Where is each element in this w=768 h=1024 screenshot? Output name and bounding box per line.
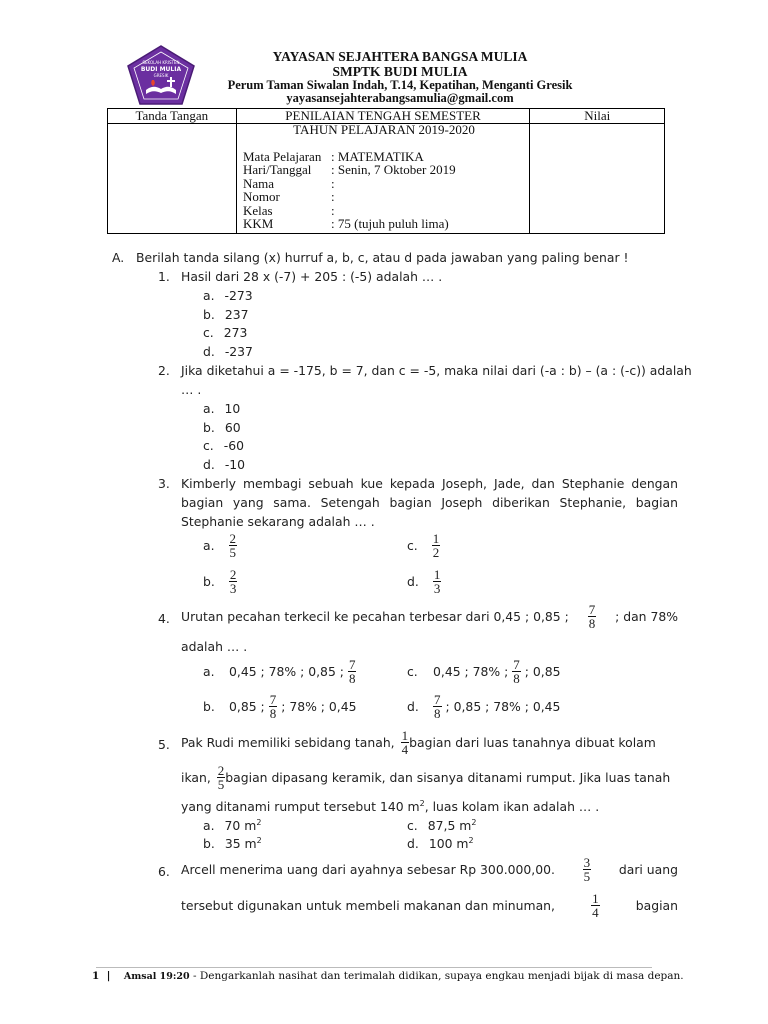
exam-title-2: TAHUN PELAJARAN 2019-2020 (293, 122, 475, 137)
q1-number: 1. (158, 269, 170, 284)
q5-option-d[interactable]: d. 100 $m^2$ (407, 836, 474, 852)
q5-number: 5. (158, 737, 170, 752)
school-email[interactable]: yayasansejahterabangsamulia@gmail.com (286, 91, 514, 105)
q6-number: 6. (158, 864, 170, 879)
q3-option-d[interactable]: d. $\frac{1}{3}$ (407, 567, 441, 596)
score-header: Nilai (530, 109, 665, 124)
q3-option-c[interactable]: c. $\frac{1}{2}$ (407, 531, 440, 560)
info-rows (243, 150, 456, 230)
q2-option-a[interactable]: a. 10 (203, 401, 241, 416)
footer-divider (96, 967, 652, 968)
footer-quote: - Dengarkanlah nasihat dan terimalah didikan, supaya engkau menjadi bijak di masa depan. (189, 970, 684, 982)
q4-option-c[interactable]: c. 0,45 ; 78% ; $\frac{7}{8}$ ; 0,85 (407, 657, 561, 686)
q3-option-b[interactable]: b. $\frac{2}{3}$ (203, 567, 237, 596)
signature-header: Tanda Tangan (108, 109, 237, 124)
q5-option-b[interactable]: b. 35 $m^2$ (203, 836, 262, 852)
fraction: $\frac{7}{8}$ (513, 657, 520, 686)
q5-text-line3: yang ditanami rumput tersebut 140 $m^2$, luas kolam ikan adalah … . (181, 799, 600, 815)
q3-number: 3. (158, 476, 170, 491)
q4-option-b[interactable]: b. 0,85 ; $\frac{7}{8}$ ; 78% ; 0,45 (203, 692, 357, 721)
q5-text-line1: Pak Rudi memiliki sebidang tanah, $\frac{1}{4}$ bagian dari luas tanahnya dibuat kolam (181, 728, 656, 757)
fraction: $\frac{7}{8}$ (348, 657, 356, 686)
fraction: $\frac{2}{5}$ (217, 763, 225, 792)
q4-option-d[interactable]: d. $\frac{7}{8}$ ; 0,85 ; 78% ; 0,45 (407, 692, 561, 721)
info-row-name[interactable]: Nama : (243, 175, 335, 191)
fraction: $\frac{2}{5}$ (229, 531, 237, 560)
q6-text-line1: Arcell menerima uang dari ayahnya sebesar Rp 300.000,00. $\frac{3}{5}$ dari uang (181, 855, 678, 884)
info-row-date: Hari/Tanggal : Senin, 7 Oktober 2019 (243, 162, 456, 178)
q1-option-d[interactable]: d. -237 (203, 344, 253, 359)
q4-text-line2: adalah … . (181, 639, 248, 654)
fraction: $\frac{2}{3}$ (229, 567, 237, 596)
logo-bottom-text: GRESIK (153, 73, 169, 78)
info-row-subject: Mata Pelajaran : MATEMATIKA (243, 149, 424, 164)
footer (92, 970, 684, 982)
q1-option-c[interactable]: c. 273 (203, 325, 248, 340)
q4-option-a[interactable]: a. 0,45 ; 78% ; 0,85 ; $\frac{7}{8}$ (203, 657, 356, 686)
footer-reference: Amsal 19:20 (123, 971, 190, 982)
q4-number: 4. (158, 611, 170, 626)
foundation-name: YAYASAN SEJAHTERA BANGSA MULIA (272, 49, 528, 64)
fraction: $\frac{7}{8}$ (588, 602, 596, 631)
info-row-number[interactable]: Nomor : (243, 189, 335, 205)
fraction: $\frac{7}{8}$ (269, 692, 277, 721)
exam-title-1: PENILAIAN TENGAH SEMESTER (285, 108, 481, 123)
q3-text-line1: Kimberly membagi sebuah kue kepada Joseph, Jade, dan Stephanie dengan (181, 476, 678, 491)
fraction: $\frac{1}{2}$ (432, 531, 440, 560)
q3-text-line3: Stephanie sekarang adalah … . (181, 514, 375, 529)
logo-name-text: BUDI MULIA (140, 66, 182, 73)
q5-option-a[interactable]: a. 70 $m^2$ (203, 818, 262, 834)
q1-option-b[interactable]: b. 237 (203, 307, 249, 322)
logo-top-text: SEKOLAH KRISTEN (142, 60, 180, 65)
school-name: SMPTK BUDI MULIA (332, 64, 468, 79)
q2-text-cont: … . (181, 382, 202, 397)
school-address: Perum Taman Siwalan Indah, T.14, Kepatihan, Menganti Gresik (227, 78, 573, 92)
q1-text: Hasil dari 28 x (-7) + 205 : (-5) adalah … . (181, 269, 443, 284)
q4-text-line1: Urutan pecahan terkecil ke pecahan terbesar dari 0,45 ; 0,85 ; $\frac{7}{8}$ ; dan 78% (181, 602, 678, 631)
section-instruction: Berilah tanda silang (x) hurruf a, b, c, atau d pada jawaban yang paling benar ! (136, 250, 629, 265)
q2-number: 2. (158, 363, 170, 378)
q2-text: Jika diketahui a = -175, b = 7, dan c = -5, maka nilai dari (-a : b) – (a : (-c)) adalah (181, 363, 692, 378)
q6-text-line2: tersebut digunakan untuk membeli makanan dan minuman, $\frac{1}{4}$ bagian (181, 891, 678, 920)
q2-option-c[interactable]: c. -60 (203, 438, 245, 453)
fraction: $\frac{1}{4}$ (401, 728, 409, 757)
q3-text-line2: bagian yang sama. Setengah bagian Joseph diberikan Stephanie, bagian (181, 495, 678, 510)
q1-option-a[interactable]: a. -273 (203, 288, 253, 303)
section-letter: A. (112, 250, 125, 265)
q5-text-line2: ikan, $\frac{2}{5}$ bagian dipasang keramik, dan sisanya ditanami rumput. Jika luas tanah (181, 763, 671, 792)
fraction: $\frac{7}{8}$ (434, 692, 441, 721)
fraction: $\frac{1}{3}$ (433, 567, 441, 596)
fraction: $\frac{1}{4}$ (592, 891, 599, 920)
page-number: 1 (92, 970, 100, 982)
signature-box[interactable] (108, 124, 237, 234)
score-box[interactable] (530, 124, 665, 234)
footer-separator: | (106, 970, 111, 982)
q2-option-b[interactable]: b. 60 (203, 420, 241, 435)
info-row-kkm: KKM : 75 (tujuh puluh lima) (243, 216, 449, 232)
info-row-class[interactable]: Kelas : (243, 202, 335, 218)
school-logo (126, 44, 196, 106)
fraction: $\frac{3}{5}$ (583, 855, 591, 884)
q2-option-d[interactable]: d. -10 (203, 457, 246, 472)
q3-option-a[interactable]: a. $\frac{2}{5}$ (203, 531, 237, 560)
q5-option-c[interactable]: c. 87,5 $m^2$ (407, 818, 477, 834)
